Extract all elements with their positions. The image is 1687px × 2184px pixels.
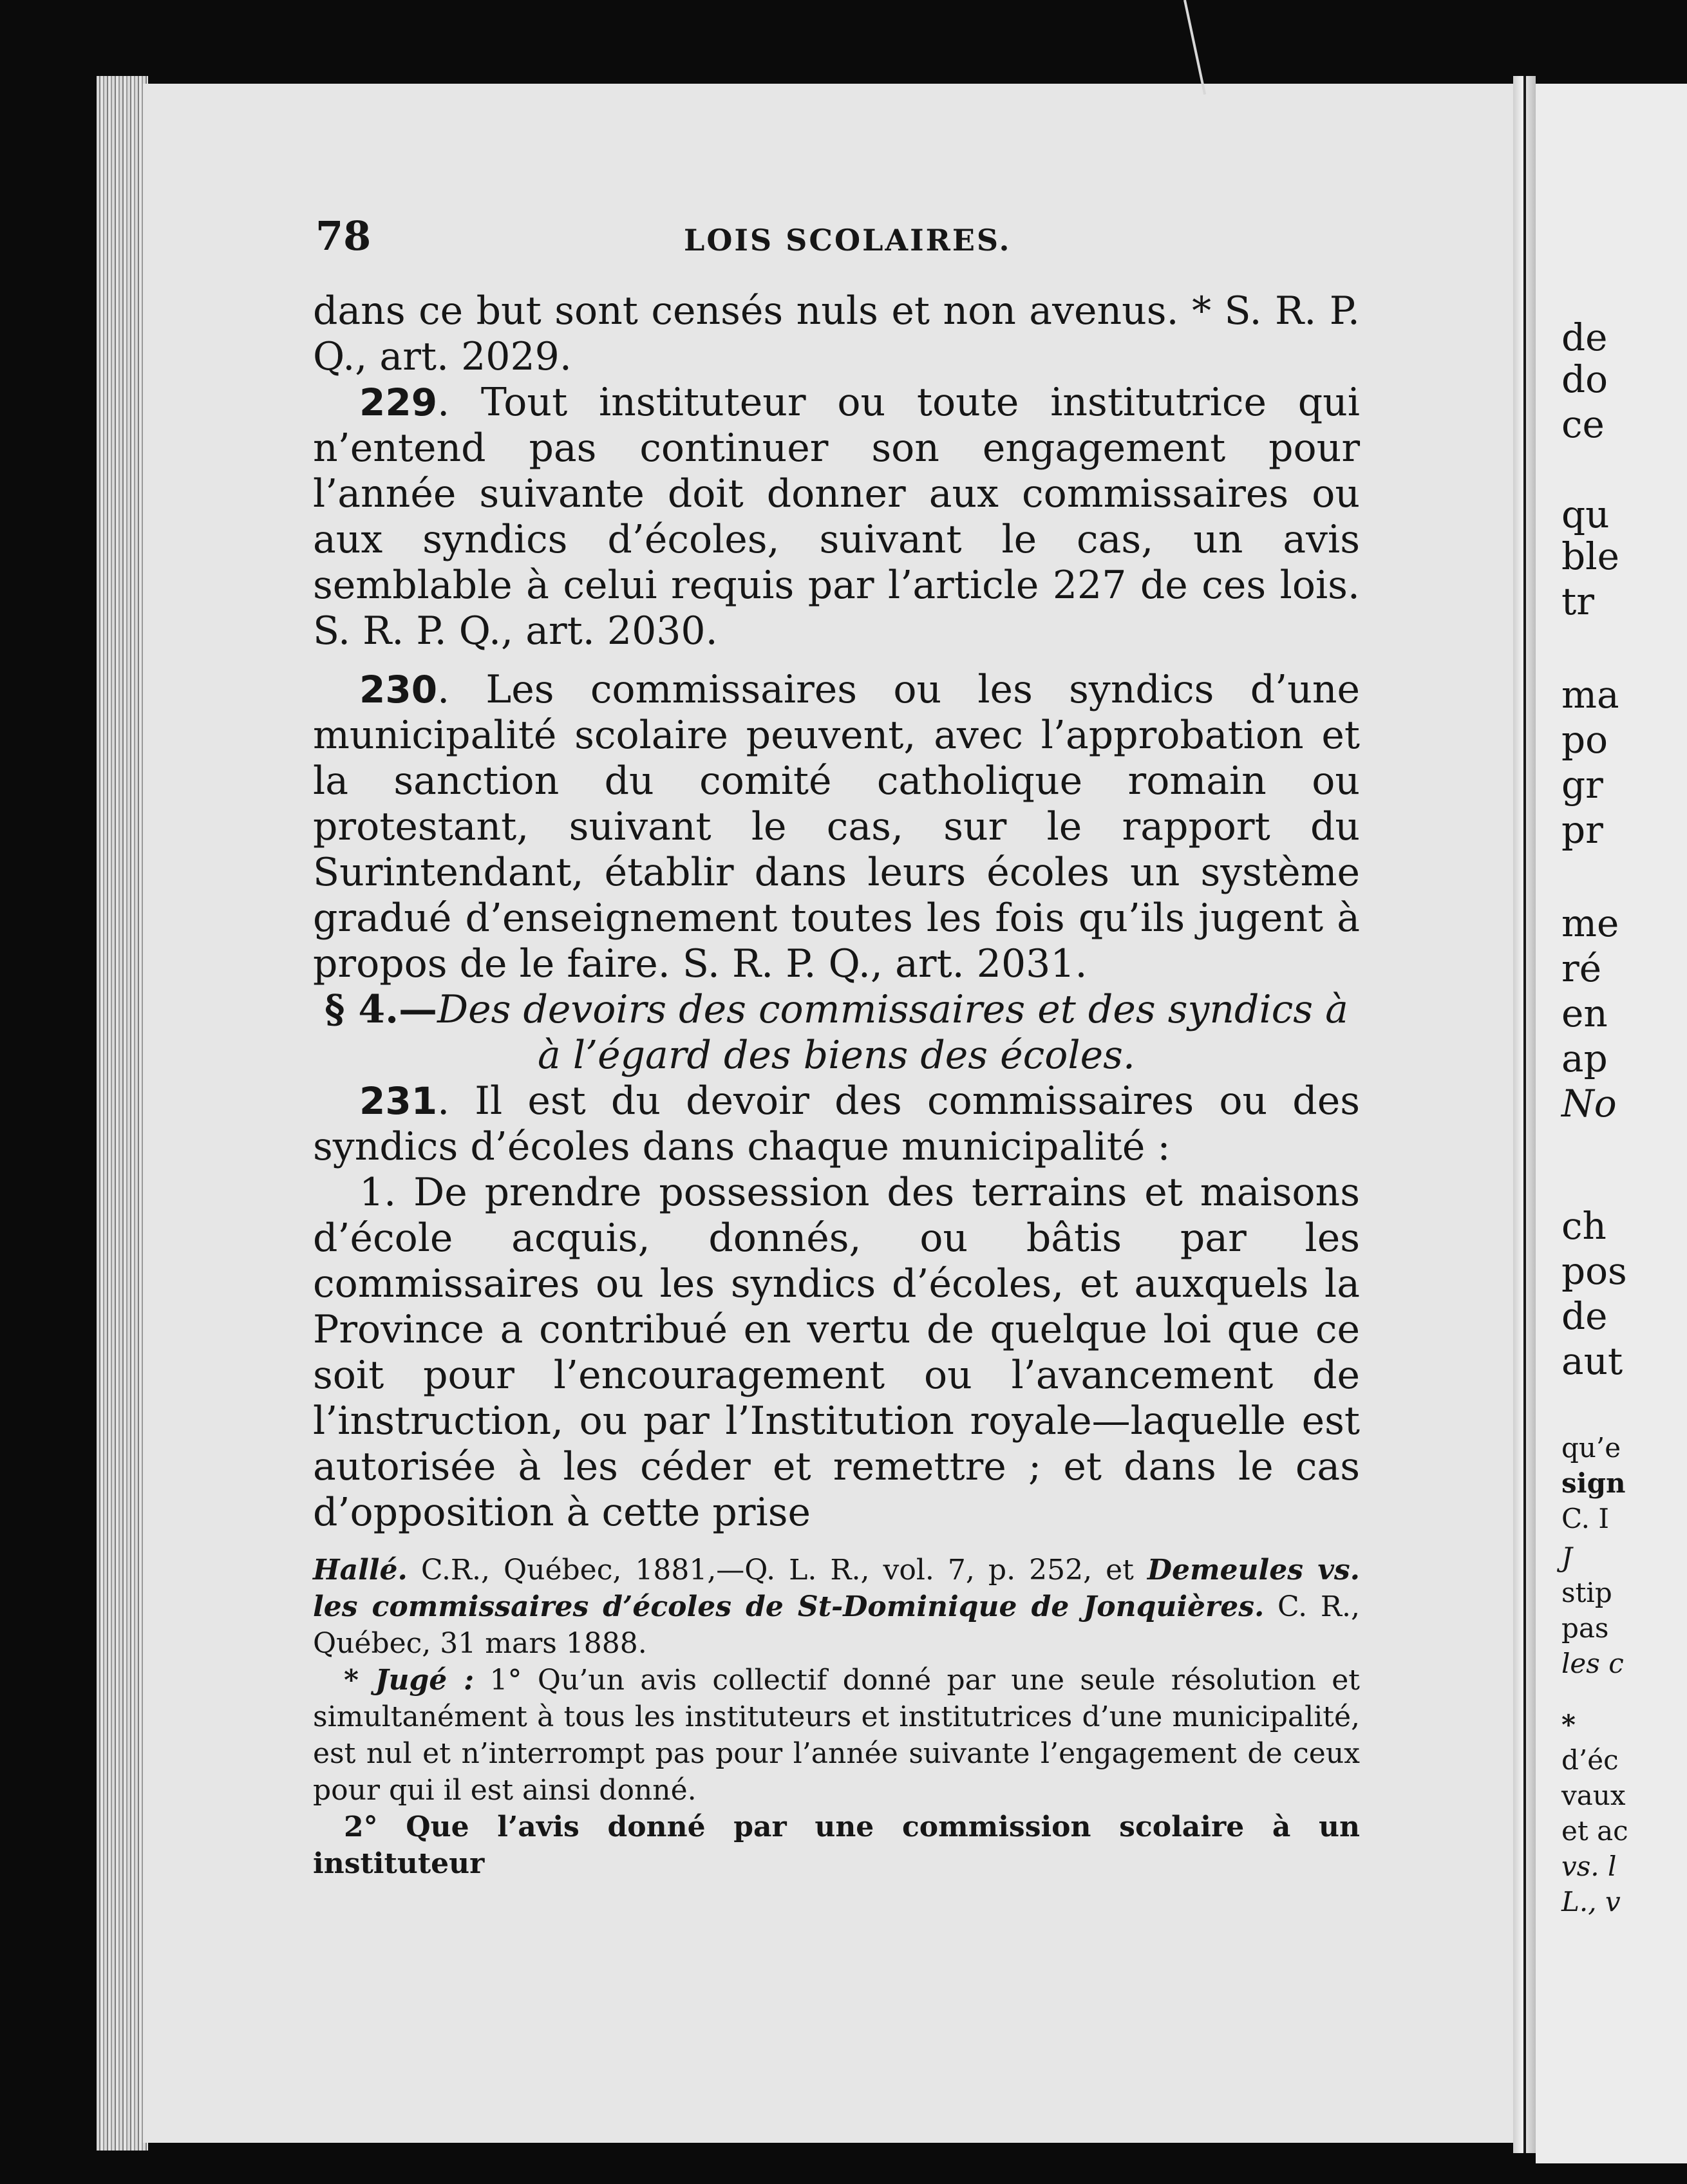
main-text (313, 288, 1360, 1536)
facing-page-fragment: J (1561, 1541, 1572, 1573)
facing-page-fragment: L., v (1561, 1886, 1621, 1917)
page-number: 78 (316, 212, 372, 259)
article-231-item-1: 1. De prendre possession des terrains et maisons d’école acquis, donnés, ou bâtis par les commissaires ou les syndics d’écoles, et auxquels la Province a contribué en vertu de quelque loi que ce soit pour l’encouragement ou l’avancement de l’instruction, ou par l’Institution royale—laquelle est autorisée à les céder et remettre ; et dans le cas d’opposition à cette prise (313, 1170, 1360, 1535)
facing-page (1536, 84, 1687, 2163)
article-text: . Il est du devoir des commissaires ou des syndics d’écoles dans chaque municipalité : (313, 1078, 1360, 1169)
facing-page-fragment: sign (1561, 1467, 1626, 1499)
continued-paragraph: dans ce but sont censés nuls et non avenus. * S. R. P. Q., art. 2029. (313, 288, 1360, 379)
facing-page-fragment: me (1561, 901, 1619, 945)
article-text: . Tout instituteur ou toute institutrice qui n’entend pas continuer son engagement pour l’année suivante doit donner aux commissaires ou aux syndics d’écoles, suivant le cas, un avis semblable à celui requis par l’article 227 de ces lois. S. R. P. Q., art. 2030. (313, 380, 1360, 654)
citation-text: C. R., Québec, 31 mars 1888. (313, 1590, 1360, 1660)
article-text: . Les commissaires ou les syndics d’une municipalité scolaire peuvent, avec l’approbation et la sanction du comité catholique romain ou protestant, suivant le cas, sur le rapport du Surintendant, établir dans leurs écoles un système gradué d’enseignement toutes les fois qu’ils jugent à propos de le faire. S. R. P. Q., art. 2031. (313, 667, 1360, 986)
facing-page-fragment: et ac (1561, 1815, 1628, 1847)
footnote-text: 1° Qu’un avis collectif donné par une seule résolution et simultanément à tous les instituteurs et institutrices d’une municipalité, est nul et n’interrompt pas pour l’année suivante l’engagement de ceux pour qui il est ainsi donné. (313, 1664, 1360, 1807)
facing-page-fragment: vs. l (1561, 1850, 1617, 1882)
gutter-shadow-line (1523, 76, 1526, 2153)
facing-page-fragment: * (1561, 1709, 1576, 1740)
facing-page-fragment: gr (1561, 763, 1603, 807)
facing-page-fragment: pas (1561, 1612, 1609, 1644)
facing-page-fragment: pos (1561, 1249, 1627, 1293)
footnotes (313, 1552, 1360, 1882)
citation-text: C.R., Québec, 1881,—Q. L. R., vol. 7, p. 252, et (407, 1554, 1147, 1586)
facing-page-fragment: ch (1561, 1204, 1607, 1248)
section-title: Des devoirs des commissaires et des syndics à à l’égard des biens des écoles. (437, 987, 1348, 1078)
facing-page-fragment: po (1561, 718, 1608, 762)
article-231 (313, 1078, 1360, 1170)
footnote-point-2: 2° Que l’avis donné par une commission scolaire à un instituteur (313, 1811, 1360, 1880)
footnote-label: * Jugé : (344, 1664, 475, 1697)
facing-page-fragment: d’éc (1561, 1744, 1619, 1776)
case-name: Demeules vs. les commissaires d’écoles de St-Dominique de Jonquières. (313, 1554, 1360, 1623)
facing-page-fragment: stip (1561, 1577, 1612, 1608)
case-citation (313, 1552, 1360, 1662)
facing-page-fragment: de (1561, 315, 1608, 359)
facing-page-fragment: No (1561, 1082, 1617, 1125)
facing-page-fragment: ré (1561, 946, 1602, 990)
facing-page-fragment: en (1561, 992, 1608, 1035)
facing-page-fragment: tr (1561, 579, 1595, 623)
facing-page-fragment: do (1561, 357, 1608, 401)
running-title: LOIS SCOLAIRES. (684, 223, 1012, 258)
facing-page-fragment: vaux (1561, 1780, 1626, 1811)
case-name: Hallé. (313, 1554, 408, 1586)
facing-page-fragment: aut (1561, 1339, 1623, 1383)
facing-page-fragment: les c (1561, 1648, 1624, 1679)
section-mark: § 4.— (325, 987, 438, 1032)
footnote-juge (313, 1662, 1360, 1809)
article-229 (313, 380, 1360, 654)
facing-page-fragment: qu’e (1561, 1432, 1621, 1464)
article-number: 230 (359, 668, 438, 711)
scan-artifact (1183, 0, 1206, 95)
facing-page-fragment: de (1561, 1294, 1608, 1338)
facing-page-fragment: pr (1561, 808, 1603, 852)
article-number: 229 (359, 381, 438, 424)
article-230 (313, 667, 1360, 987)
facing-page-fragment: ma (1561, 673, 1619, 717)
facing-page-fragment: C. I (1561, 1503, 1609, 1534)
article-number: 231 (359, 1079, 438, 1123)
facing-page-fragment: ce (1561, 402, 1605, 446)
facing-page-fragment: ble (1561, 534, 1620, 578)
facing-page-fragment: ap (1561, 1037, 1608, 1080)
facing-page-fragment: qu (1561, 493, 1610, 536)
page-edge-stack (97, 76, 148, 2151)
section-heading (313, 987, 1360, 1078)
